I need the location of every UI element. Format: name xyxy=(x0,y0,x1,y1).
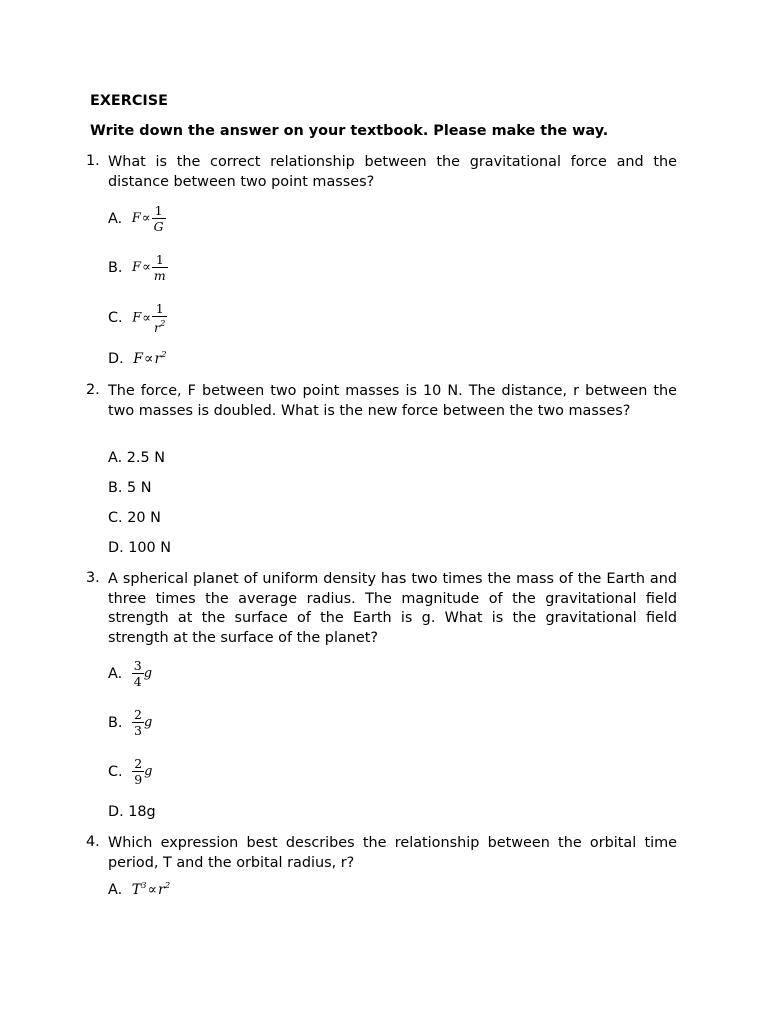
fraction-numerator: 1 xyxy=(155,252,164,267)
question-1-option-b xyxy=(108,252,168,283)
formula-lhs: F xyxy=(132,260,142,275)
question-4-option-a xyxy=(108,881,170,898)
fraction-denominator: m xyxy=(153,268,166,283)
question-2-option-c: C. 20 N xyxy=(108,510,161,526)
denominator-base: r xyxy=(154,320,161,335)
lhs-exponent: 3 xyxy=(141,881,147,891)
fraction-numerator: 1 xyxy=(154,203,163,218)
fraction xyxy=(132,756,144,787)
option-label: D. xyxy=(108,350,124,367)
formula xyxy=(132,252,168,283)
fraction-numerator: 2 xyxy=(134,756,143,771)
question-2-option-d: D. 100 N xyxy=(108,540,172,556)
option-label: A. xyxy=(108,665,123,682)
fraction-denominator: 3 xyxy=(134,723,142,738)
proportional-symbol: ∝ xyxy=(141,211,151,226)
formula-variable: g xyxy=(144,764,153,779)
proportional-symbol: ∝ xyxy=(143,351,154,367)
exercise-title: EXERCISE xyxy=(90,93,168,109)
fraction xyxy=(132,707,144,738)
formula-variable: g xyxy=(143,715,153,730)
option-label: A. xyxy=(108,210,123,227)
fraction-denominator: 9 xyxy=(134,772,143,787)
question-3-option-b xyxy=(108,707,152,738)
fraction-numerator: 1 xyxy=(155,301,164,316)
fraction-denominator: G xyxy=(153,219,164,234)
fraction-denominator xyxy=(152,316,167,335)
rhs-exponent: 2 xyxy=(164,881,171,891)
question-3-option-d: D. 18g xyxy=(108,804,156,820)
question-2-text: The force, F between two point masses is 10 N. The distance, r between the two masses is doubled. What is the new force between the two masses? xyxy=(108,383,677,419)
question-3-number: 3. xyxy=(86,570,100,586)
option-label: A. xyxy=(108,881,123,898)
question-4-number: 4. xyxy=(86,834,100,850)
rhs-exponent: 2 xyxy=(161,350,167,360)
fraction-numerator: 3 xyxy=(133,658,142,673)
fraction xyxy=(152,252,168,283)
question-1-option-c xyxy=(108,301,167,335)
proportional-symbol: ∝ xyxy=(142,260,151,275)
fraction-denominator: 4 xyxy=(133,674,142,689)
fraction-numerator: 2 xyxy=(134,707,142,722)
proportional-symbol: ∝ xyxy=(147,882,157,898)
question-3-option-c xyxy=(108,756,152,787)
formula xyxy=(132,301,167,335)
option-label: C. xyxy=(108,310,123,326)
denominator-exponent: 2 xyxy=(160,319,166,329)
formula xyxy=(132,707,152,738)
instruction-text: Write down the answer on your textbook. Please make the way. xyxy=(90,123,609,139)
question-1-text: What is the correct relationship between the gravitational force and the distance between two point masses? xyxy=(108,154,677,190)
formula-lhs: T xyxy=(131,882,142,898)
formula-lhs: F xyxy=(131,211,141,226)
formula-lhs: F xyxy=(133,351,143,367)
question-1-option-a xyxy=(108,203,166,234)
formula xyxy=(132,756,152,787)
question-3-option-a xyxy=(108,658,152,689)
question-1-number: 1. xyxy=(86,153,100,169)
proportional-symbol: ∝ xyxy=(142,310,152,326)
fraction xyxy=(152,203,166,234)
question-3-text: A spherical planet of uniform density has two times the mass of the Earth and three times the average radius. The magnitude of the gravitational field strength at the surface of the Earth is g. What is the gravitational field strength at the surface of the planet? xyxy=(108,571,677,646)
formula xyxy=(132,658,152,689)
question-2-option-b: B. 5 N xyxy=(108,480,152,496)
option-label: B. xyxy=(108,259,123,276)
formula-rhs: r xyxy=(154,351,162,367)
option-label: C. xyxy=(108,763,123,780)
fraction xyxy=(132,658,144,689)
question-2-option-a: A. 2.5 N xyxy=(108,450,165,466)
formula xyxy=(132,203,166,234)
option-label: B. xyxy=(108,714,123,731)
formula-rhs: r xyxy=(158,882,165,898)
fraction xyxy=(152,301,167,335)
formula xyxy=(132,881,170,898)
formula-lhs: F xyxy=(132,310,142,326)
question-2-number: 2. xyxy=(86,382,100,398)
question-4-text: Which expression best describes the relationship between the orbital time period, T and the orbital radius, r? xyxy=(108,835,677,871)
formula xyxy=(133,350,166,367)
formula-variable: g xyxy=(143,666,153,681)
question-1-option-d xyxy=(108,350,167,367)
